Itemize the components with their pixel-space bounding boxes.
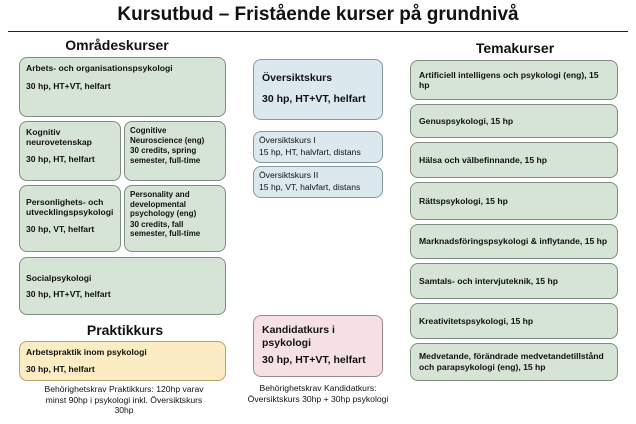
course-name: Personlighets- och utvecklingspsykologi [26, 197, 114, 218]
course-name: Arbets- och organisationspsykologi [26, 63, 173, 73]
theme-courses-heading: Temakurser [475, 40, 555, 56]
course-box-oversiktskurs-2 [253, 166, 383, 198]
course-info: 30 credits, fall semester, full-time [130, 219, 201, 239]
course-info: 30 hp, HT, helfart [26, 364, 95, 375]
course-box-arbetspraktik [19, 341, 226, 381]
bachelor-requirement-note: Behörighetskrav Kandidatkurs: Översiktskurs 30hp + 30hp psykologi [247, 383, 389, 404]
theme-course-ai-psykologi [410, 60, 618, 100]
course-box-socialpsykologi [19, 257, 226, 315]
course-box-oversiktskurs [253, 59, 383, 120]
course-info: 15 hp, VT, halvfart, distans [259, 182, 361, 193]
course-info: 30 hp, HT+VT, helfart [26, 81, 111, 92]
course-box-oversiktskurs-1 [253, 131, 383, 163]
theme-course-samtals-intervjuteknik [410, 263, 618, 299]
course-name: Kognitiv neurovetenskap [26, 127, 92, 148]
course-name: Översiktskurs II [259, 170, 319, 180]
course-info: 30 hp, HT, helfart [26, 153, 95, 164]
course-name: Arbetspraktik inom psykologi [26, 347, 147, 357]
course-box-kognitiv-neurovetenskap [19, 121, 121, 181]
course-name: Socialpsykologi [26, 273, 92, 283]
course-info: 30 hp, HT+VT, helfart [262, 354, 366, 367]
course-name: Samtals- och intervjuteknik, 15 hp [419, 275, 558, 286]
area-courses-heading: Områdeskurser [65, 37, 169, 53]
course-name: Översiktskurs [262, 72, 333, 84]
theme-course-rattspsykologi [410, 182, 618, 220]
course-box-cognitive-neuroscience [124, 121, 226, 181]
theme-course-genuspsykologi [410, 104, 618, 138]
course-info: 30 credits, spring semester, full-time [130, 146, 201, 165]
practical-requirement-note: Behörighetskrav Praktikkurs: 120hp varav minst 90hp i psykologi inkl. Översiktskurs 30hp [44, 384, 204, 416]
title-divider [8, 31, 628, 32]
course-box-personlighets-utvecklingspsykologi [19, 185, 121, 252]
course-name: Översiktskurs I [259, 135, 316, 145]
course-box-personality-developmental [124, 185, 226, 252]
course-name: Cognitive Neuroscience (eng) [130, 126, 205, 145]
course-name: Rättspsykologi, 15 hp [419, 195, 508, 206]
theme-course-halsa-valbefinnande [410, 142, 618, 178]
page-title: Kursutbud – Fristående kurser på grundnivå [117, 4, 519, 25]
theme-course-marknadsforingspsykologi [410, 224, 618, 259]
course-info: 15 hp, HT, halvfart, distans [259, 147, 361, 158]
course-box-arbets-organisationspsykologi [19, 57, 226, 117]
course-info: 30 hp, VT, helfart [26, 223, 95, 234]
course-box-kandidatkurs [253, 315, 383, 377]
course-name: Hälsa och välbefinnande, 15 hp [419, 154, 547, 165]
theme-course-medvetande-parapsykologi [410, 343, 618, 381]
theme-course-kreativitetspsykologi [410, 303, 618, 339]
practical-course-heading: Praktikkurs [86, 322, 164, 338]
course-name: Personality and developmental psychology (eng) [130, 190, 197, 219]
course-info: 30 hp, HT+VT, helfart [26, 289, 111, 300]
course-name: Genuspsykologi, 15 hp [419, 115, 514, 126]
course-name: Kreativitetspsykologi, 15 hp [419, 315, 534, 326]
course-name: Marknadsföringspsykologi & inflytande, 15 hp [419, 236, 608, 247]
course-name: Medvetande, förändrade medvetandetillstånd och parapsykologi (eng), 15 hp [419, 350, 604, 372]
course-info: 30 hp, HT+VT, helfart [262, 92, 366, 105]
course-name: Artificiell intelligens och psykologi (eng), 15 hp [419, 69, 599, 90]
course-name: Kandidatkurs i psykologi [262, 324, 335, 349]
